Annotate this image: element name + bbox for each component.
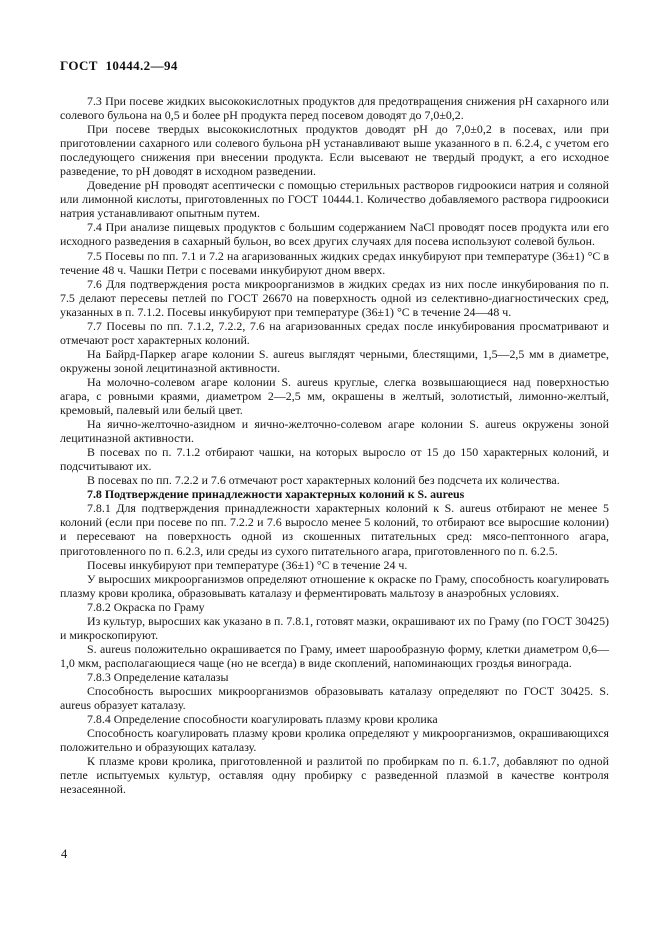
subheading-7-8-4: 7.8.4 Определение способности коагулировать плазму крови кролика	[87, 712, 438, 727]
paragraph: На яично-желточно-азидном и яично-желточно-солевом агаре колонии S. aureus окружены зоной лецитиназной активности.	[60, 417, 609, 446]
paragraph: S. aureus положительно окрашивается по Граму, имеет шарообразную форму, клетки диаметром 0,6—1,0 мкм, располагающиеся чаще (но не всегда) в виде скоплений, напоминающих гроздья винограда.	[60, 641, 609, 670]
paragraph-7-6: 7.6 Для подтверждения роста микроорганизмов в жидких средах из них после инкубирования по п. 7.5 делают пересевы петлей по ГОСТ 26670 на поверхность одной из селективно-диагностических сред, указанных в п. 7.1.2. Посевы инкубируют при температуре (36±1) °С в течение 24—48 ч.	[60, 276, 609, 319]
paragraph: При посеве твердых высококислотных продуктов доводят рН до 7,0±0,2 в посевах, или при приготовлении сахарного или солевого бульона рН устанавливают выше указанного в п. 6.2.4, с учетом его последующего снижения при внесении продукта. Если высевают не твердый продукт, а его исходное разведение, то рН доводят в исходном разведении.	[60, 122, 609, 179]
paragraph-7-8-1: 7.8.1 Для подтверждения принадлежности характерных колоний к S. aureus отбирают не менее 5 колоний (если при посеве по пп. 7.2.2 и 7.6 выросло менее 5 колоний, то отбирают все выросшие колонии) и пересевают на поверхность одной из скошенных питательных сред: мясо-пептонного агара, приготовленного по п. 6.2.3, или среды из сухого питательного агара, приготовленного по п. 6.2.5.	[60, 501, 609, 558]
paragraph: Доведение рН проводят асептически с помощью стерильных растворов гидроокиси натрия и соляной или лимонной кислоты, приготовленных по ГОСТ 10444.1. Количество добавляемого раствора гидроокиси натрия устанавливают опытным путем.	[60, 178, 609, 221]
paragraph: К плазме крови кролика, приготовленной и разлитой по пробиркам по п. 6.1.7, добавляют по одной петле испытуемых культур, оставляя одну пробирку с разведенной плазмой в качестве контроля незасеянной.	[60, 754, 609, 797]
paragraph: У выросших микроорганизмов определяют отношение к окраске по Граму, способность коагулировать плазму крови кролика, образовывать каталазу и ферментировать мальтозу в анаэробных условиях.	[60, 571, 609, 600]
paragraph: В посевах по п. 7.1.2 отбирают чашки, на которых выросло от 15 до 150 характерных колоний, и подсчитывают их.	[60, 445, 609, 474]
paragraph: На Байрд-Паркер агаре колонии S. aureus выглядят черными, блестящими, 1,5—2,5 мм в диаметре, окружены зоной лецитиназной активности.	[60, 346, 609, 375]
section-heading-7-8: 7.8 Подтверждение принадлежности характерных колоний к S. aureus	[87, 487, 465, 502]
standard-code-header: ГОСТ 10444.2—94	[60, 58, 178, 73]
paragraph: В посевах по пп. 7.2.2 и 7.6 отмечают рост характерных колоний без подсчета их количества.	[87, 473, 560, 488]
document-body	[60, 94, 609, 796]
paragraph: На молочно-солевом агаре колонии S. aureus круглые, слегка возвышающиеся над поверхностью агара, с ровными краями, диаметром 2—2,5 мм, окрашены в желтый, золотистый, лимонно-желтый, кремовый, палевый или белый цвет.	[60, 374, 609, 418]
paragraph-7-5: 7.5 Посевы по пп. 7.1 и 7.2 на агаризованных жидких средах инкубируют при температуре (36±1) °С в течение 48 ч. Чашки Петри с посевами инкубируют дном вверх.	[60, 248, 609, 277]
paragraph: Способность выросших микроорганизмов образовывать каталазу определяют по ГОСТ 30425. S. aureus образует каталазу.	[60, 683, 609, 713]
paragraph: Посевы инкубируют при температуре (36±1) °С в течение 24 ч.	[87, 557, 408, 572]
subheading-7-8-2: 7.8.2 Окраска по Граму	[87, 599, 205, 614]
paragraph-7-4: 7.4 При анализе пищевых продуктов с большим содержанием NaCl проводят посев продукта или его исходного разведения в сахарный бульон, во всех других случаях для посева используют солевой бульон.	[60, 220, 609, 249]
paragraph: Способность коагулировать плазму крови кролика определяют у микроорганизмов, окрашивающихся положительно и образующих каталазу.	[60, 726, 609, 755]
paragraph-7-7: 7.7 Посевы по пп. 7.1.2, 7.2.2, 7.6 на агаризованных средах после инкубирования просматривают и отмечают рост характерных колоний.	[60, 318, 609, 347]
page-number: 4	[61, 847, 68, 861]
paragraph-7-3: 7.3 При посеве жидких высококислотных продуктов для предотвращения снижения рН сахарного или солевого бульона на 0,5 и более рН продукта перед посевом доводят до 7,0±0,2.	[60, 94, 609, 123]
paragraph: Из культур, выросших как указано в п. 7.8.1, готовят мазки, окрашивают их по Граму (по ГОСТ 30425) и микроскопируют.	[60, 613, 609, 642]
subheading-7-8-3: 7.8.3 Определение каталазы	[87, 669, 229, 684]
